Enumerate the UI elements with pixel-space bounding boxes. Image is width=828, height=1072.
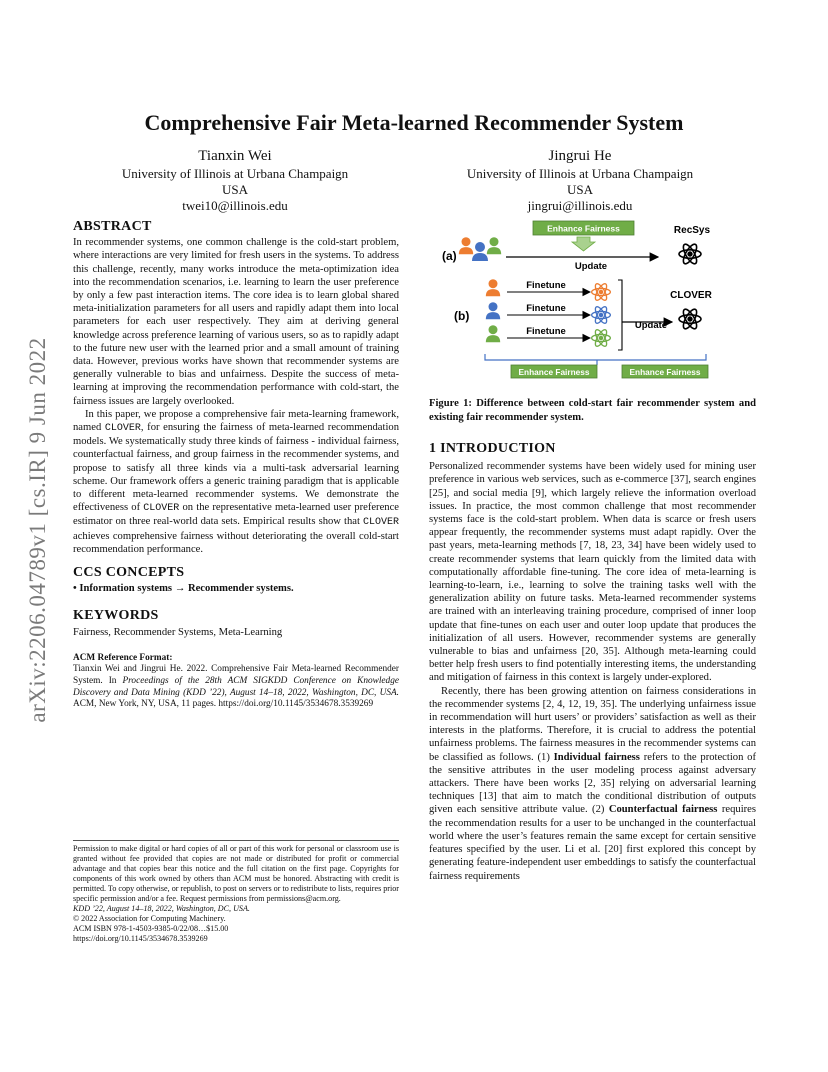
paper-title: Comprehensive Fair Meta-learned Recommender System	[144, 110, 684, 135]
label-a: (a)	[442, 249, 457, 263]
keywords-heading: KEYWORDS	[73, 608, 159, 624]
enhance-fairness-label-top: Enhance Fairness	[547, 223, 620, 234]
abstract-heading: ABSTRACT	[73, 219, 152, 234]
arxiv-stamp	[18, 305, 58, 755]
finetune-label-2: Finetune	[526, 303, 566, 314]
atom-icon-green	[592, 328, 611, 348]
abstract-paragraph-1: In recommender systems, one common challenge is the cold-start problem, where interactions are very limited for fresh users in the systems. To address this challenge, recently, many works introduce the meta-optimization idea into the recommendation scenarios, i.e. learning to learn the user preference by only a few past interaction items. The core idea is to learn global shared meta-initialization parameters for all users and rapidly adapt them into local parameters for each user respectively. They aim at deriving general knowledge across preference learning of various users, so as to rapidly adapt to the future new user with the learned prior and a small amount of training data. However, previous works have shown that recommender systems are generally vulnerable to bias and unfairness. Despite the success of meta-learning at improving the recommendation performance with cold-start, the fairness issues are largely overlooked.	[73, 237, 399, 407]
clover-label: CLOVER	[670, 290, 712, 301]
clover-atom-icon	[679, 307, 701, 330]
introduction-heading: 1 INTRODUCTION	[429, 441, 556, 456]
figure-1-caption: Figure 1: Difference between cold-start fair recommender system and existing fair recommender system.	[429, 398, 756, 423]
update-label-a: Update	[574, 261, 608, 272]
introduction-paragraph-2: Recently, there has been growing attention on fairness considerations in the recommender systems [2, 4, 12, 19, 35]. The underlying unfairness issue in recommendation will hurt users’ or providers’ satisfaction as well as their interests in the platforms. Therefore, it is crucial to address the potential unfairness problems. The fairness measures in the recommender systems can be classified as follows. (1) Individual fairness refers to the protection of the sensitive attributes in the user modeling process against adversary attackers. There have been works [2, 35] relying on adversarial learning techniques [13] that aim to match the conditional distribution of outputs given each sensitive attribute value. (2) Counterfactual fairness requires the recommendation results for a user to be unchanged in the counterfactual world where the user’s features remain the same except for certain sensitive features specified by the user. Li et al. [20] first explored this concept by generating feature-independent user embeddings to satisfy the counterfactual fairness requirements	[429, 685, 756, 882]
user-icon-orange	[486, 279, 500, 296]
fairness-brace	[485, 354, 706, 360]
figure-1	[440, 218, 752, 383]
author-block-2	[410, 148, 750, 214]
down-arrow	[572, 237, 595, 251]
enhance-fairness-label-left: Enhance Fairness	[518, 367, 590, 377]
acm-reference-heading: ACM Reference Format:	[73, 652, 173, 663]
atom-icon-blue	[592, 305, 611, 325]
conference-info: KDD ’22, August 14–18, 2022, Washington, DC, USA.	[73, 904, 250, 913]
outer-loop-bracket	[618, 280, 622, 350]
update-label-b: Update	[634, 320, 668, 331]
permission-notice: Permission to make digital or hard copies of all or part of this work for personal or classroom use is granted without fee provided that copies are not made or distributed for profit or commercial advantage and that copies bear this notice and the full citation on the first page. Copyrights for components of this work owned by others than ACM must be honored. Abstracting with credit is permitted. To copy otherwise, or republish, to post on servers or to redistribute to lists, requires prior specific permission and/or a fee. Request permissions from permissions@acm.org.	[73, 844, 399, 903]
user-icon-green	[486, 325, 500, 342]
author-name: Jingrui He	[548, 148, 612, 164]
keywords-text: Fairness, Recommender Systems, Meta-Learning	[73, 626, 283, 638]
author-country: USA	[566, 182, 593, 197]
author-country: USA	[221, 182, 248, 197]
introduction-section	[429, 442, 756, 883]
finetune-label-3: Finetune	[526, 326, 566, 337]
copyright-footnote	[73, 840, 399, 944]
user-group-icon	[459, 237, 501, 261]
finetune-label-1: Finetune	[526, 280, 566, 291]
introduction-paragraph-1: Personalized recommender systems have been widely used for mining user preference in various web services, such as e-commerce [37], search engines [25], and social media [9], which largely relieve the information overload issues. In practice, the most common challenge that most recommender systems face is the cold-start problem. When data is scarce or fresh users appear frequently, the recommender systems must adapt rapidly. Over the past years, meta-learning methods [7, 18, 23, 34] have been widely used to create recommender systems that learn quickly from the limited data with computationally affordable fine-tuning. The core idea of meta-learning is learning-to-learn, i.e., learning to solve the training tasks well with the generalization ability on future tasks. Meta-learned recommender systems are trained with an interleaving training procedure, comprised of inner loop update that fine-tunes on each user and outer loop update that produces the initialization of all users. However, recommender systems are generally vulnerable to bias and unfairness [20, 35]. Although meta-learning could better help fresh users to find potentially interesting items, the understanding and mitigation of fairness in this context is largely under-explored.	[429, 461, 756, 684]
recsys-label: RecSys	[673, 225, 711, 236]
doi-link[interactable]: https://doi.org/10.1145/3534678.3539269	[73, 934, 208, 943]
left-column	[73, 220, 399, 711]
recsys-atom-icon	[679, 242, 701, 265]
isbn-line: ACM ISBN 978-1-4503-9385-0/22/08…$15.00	[73, 924, 229, 933]
copyright-line: © 2022 Association for Computing Machinery.	[73, 914, 226, 923]
ccs-concepts: • Information systems → Recommender systems.	[73, 583, 294, 595]
author-affiliation: University of Illinois at Urbana Champaign	[121, 166, 349, 181]
acm-reference: ACM Reference Format: Tianxin Wei and Jingrui He. 2022. Comprehensive Fair Meta-learned Recommender System. In Proceedings of the 28th ACM SIGKDD Conference on Knowledge Discovery and Data Mining (KDD ’22), August 14–18, 2022, Washington, DC, USA. ACM, New York, NY, USA, 11 pages. https://doi.org/10.1145/3534678.3539269	[73, 652, 399, 710]
author-affiliation: University of Illinois at Urbana Champaign	[466, 166, 694, 181]
author-email[interactable]: twei10@illinois.edu	[182, 198, 288, 213]
arxiv-id: arXiv:2206.04789v1 [cs.IR] 9 Jun 2022	[25, 337, 50, 723]
ccs-heading: CCS CONCEPTS	[73, 565, 185, 581]
author-name: Tianxin Wei	[198, 148, 272, 164]
user-icon-blue	[486, 302, 500, 319]
abstract-paragraph-2: In this paper, we propose a comprehensive fair meta-learning framework, named CLOVER, for ensuring the fairness of meta-learned recommendation models. We systematically study three kinds of fairness - individual fairness, counterfactual fairness, and group fairness in the recommender systems, and propose to satisfy all three kinds via a multi-task adversarial learning scheme. Our framework offers a generic training paradigm that is applicable to different meta-learned recommender systems. We demonstrate the effectiveness of CLOVER on the representative meta-learned user preference estimator on three real-world data sets. Empirical results show that CLOVER achieves comprehensive fairness without deteriorating the overall cold-start recommendation performance.	[73, 408, 399, 555]
author-block-1	[65, 148, 405, 214]
atom-icon-orange	[592, 282, 611, 302]
author-email[interactable]: jingrui@illinois.edu	[527, 198, 633, 213]
label-b: (b)	[454, 309, 470, 323]
enhance-fairness-label-right: Enhance Fairness	[629, 367, 701, 377]
